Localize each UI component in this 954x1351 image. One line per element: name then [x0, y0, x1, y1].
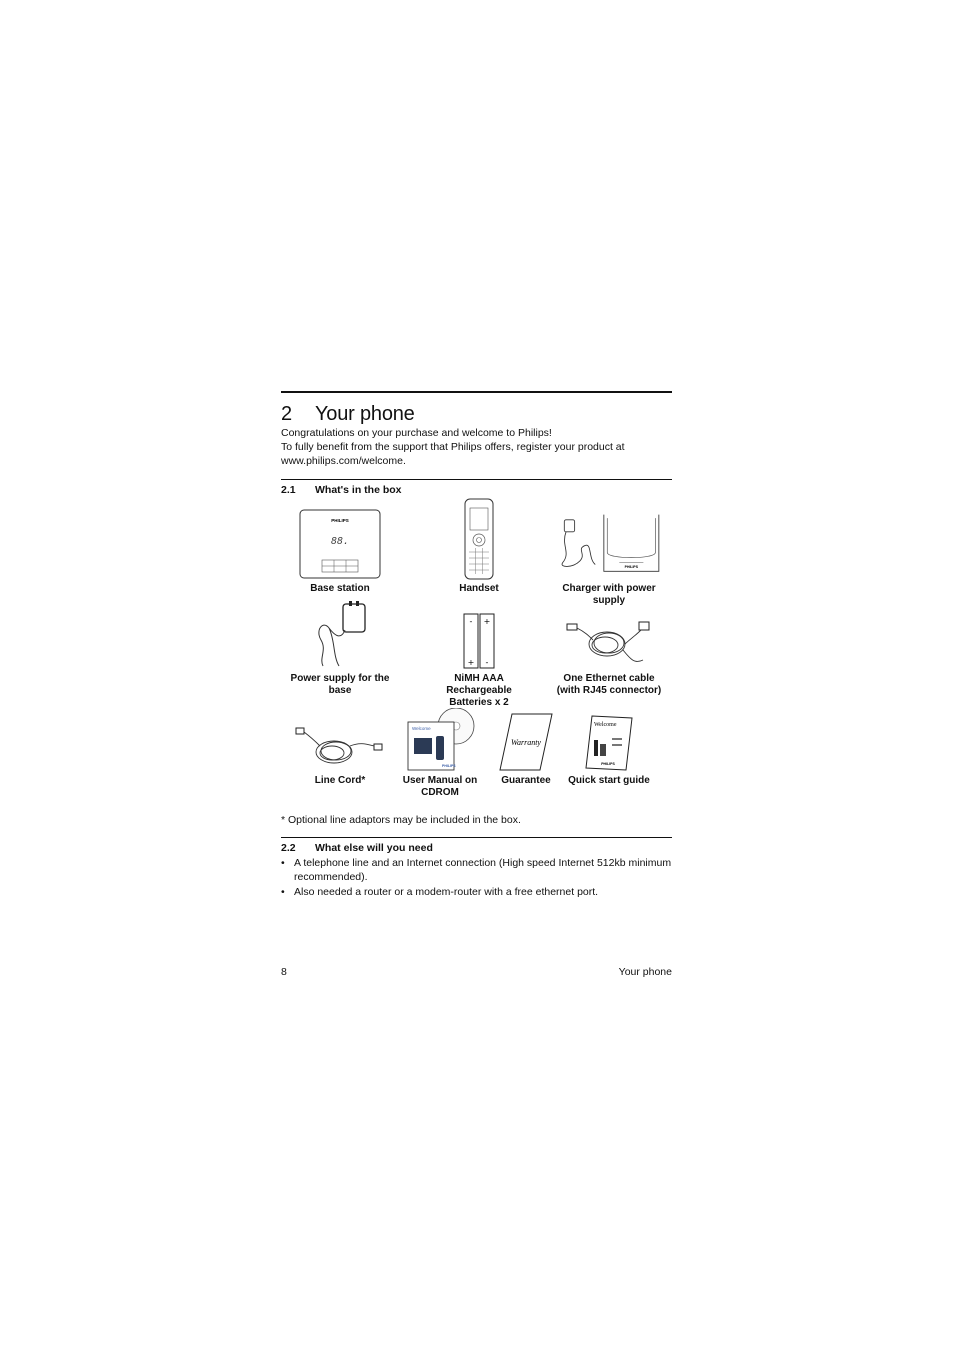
- item-label: Base station: [310, 583, 370, 594]
- svg-text:+: +: [483, 617, 491, 626]
- item-label: Quick start guide: [568, 775, 650, 786]
- ethernet-cable-icon: [565, 620, 653, 670]
- page-content: [281, 391, 672, 900]
- guide-cover-text: Welcome: [594, 722, 617, 728]
- item-label: Line Cord*: [314, 775, 366, 786]
- section-rule: [281, 837, 672, 838]
- base-brand-text: PHILIPS: [331, 518, 349, 523]
- section-rule: [281, 479, 672, 480]
- item-label: Charger with power supply: [562, 583, 656, 606]
- requirements-list: [281, 856, 672, 899]
- section-heading-box: [281, 484, 672, 496]
- item-label: Power supply for the base: [290, 673, 390, 696]
- running-title: Your phone: [618, 966, 672, 978]
- item-label: NiMH AAA Rechargeable Batteries x 2: [446, 673, 512, 708]
- charger-brand-text: PHILIPS: [624, 564, 638, 569]
- quick-start-guide-icon: [584, 714, 634, 772]
- manual-cover-text: Welcome: [412, 726, 431, 731]
- box-footnote: * Optional line adaptors may be included in the box.: [281, 814, 521, 826]
- page-footer: [281, 966, 672, 978]
- intro-paragraph-1: Congratulations on your purchase and welcome to Philips!: [281, 427, 552, 439]
- list-item: • Also needed a router or a modem-router with a free ethernet port.: [281, 885, 672, 899]
- section-number: 2.1: [281, 484, 296, 496]
- item-quick-start-guide: [554, 692, 664, 787]
- svg-text:-: -: [469, 617, 473, 626]
- item-line-cord: [285, 692, 395, 787]
- item-label: One Ethernet cable (with RJ45 connector): [556, 673, 662, 696]
- cdrom-manual-icon: [404, 708, 476, 772]
- base-display-text: 88.: [330, 536, 350, 547]
- section-heading-need: [281, 842, 672, 854]
- item-power-supply: [285, 590, 395, 697]
- chapter-rule: [281, 391, 672, 393]
- line-cord-icon: [294, 724, 386, 772]
- handset-icon: [462, 498, 496, 580]
- item-label: Handset: [459, 583, 499, 594]
- chapter-number: 2: [281, 403, 292, 425]
- base-station-icon: [298, 508, 382, 580]
- warranty-icon: [498, 712, 554, 772]
- svg-text:-: -: [485, 658, 489, 667]
- svg-text:+: +: [467, 658, 475, 667]
- batteries-icon: [462, 612, 496, 670]
- manual-brand-text: PHILIPS: [442, 764, 456, 768]
- item-label: User Manual on CDROM: [402, 775, 478, 798]
- chapter-heading: [281, 403, 672, 426]
- guide-brand-text: PHILIPS: [601, 762, 615, 766]
- charger-icon: [554, 506, 664, 580]
- power-supply-icon: [305, 600, 375, 670]
- section-title: What's in the box: [315, 484, 402, 496]
- warranty-cover-text: Warranty: [511, 738, 541, 747]
- item-label: Guarantee: [501, 775, 551, 786]
- section-title: What else will you need: [315, 842, 433, 854]
- item-ethernet-cable: [554, 590, 664, 697]
- page-number: 8: [281, 966, 287, 978]
- box-contents-grid: [281, 500, 672, 812]
- intro-paragraph-2: To fully benefit from the support that Philips offers, register your product at www.philips.com/welcome.: [281, 441, 625, 467]
- list-item: • A telephone line and an Internet connection (High speed Internet 512kb minimum recommended).: [281, 856, 672, 884]
- section-number: 2.2: [281, 842, 296, 854]
- chapter-title: Your phone: [315, 403, 415, 425]
- item-base-station: [285, 500, 395, 595]
- item-handset: [424, 500, 534, 595]
